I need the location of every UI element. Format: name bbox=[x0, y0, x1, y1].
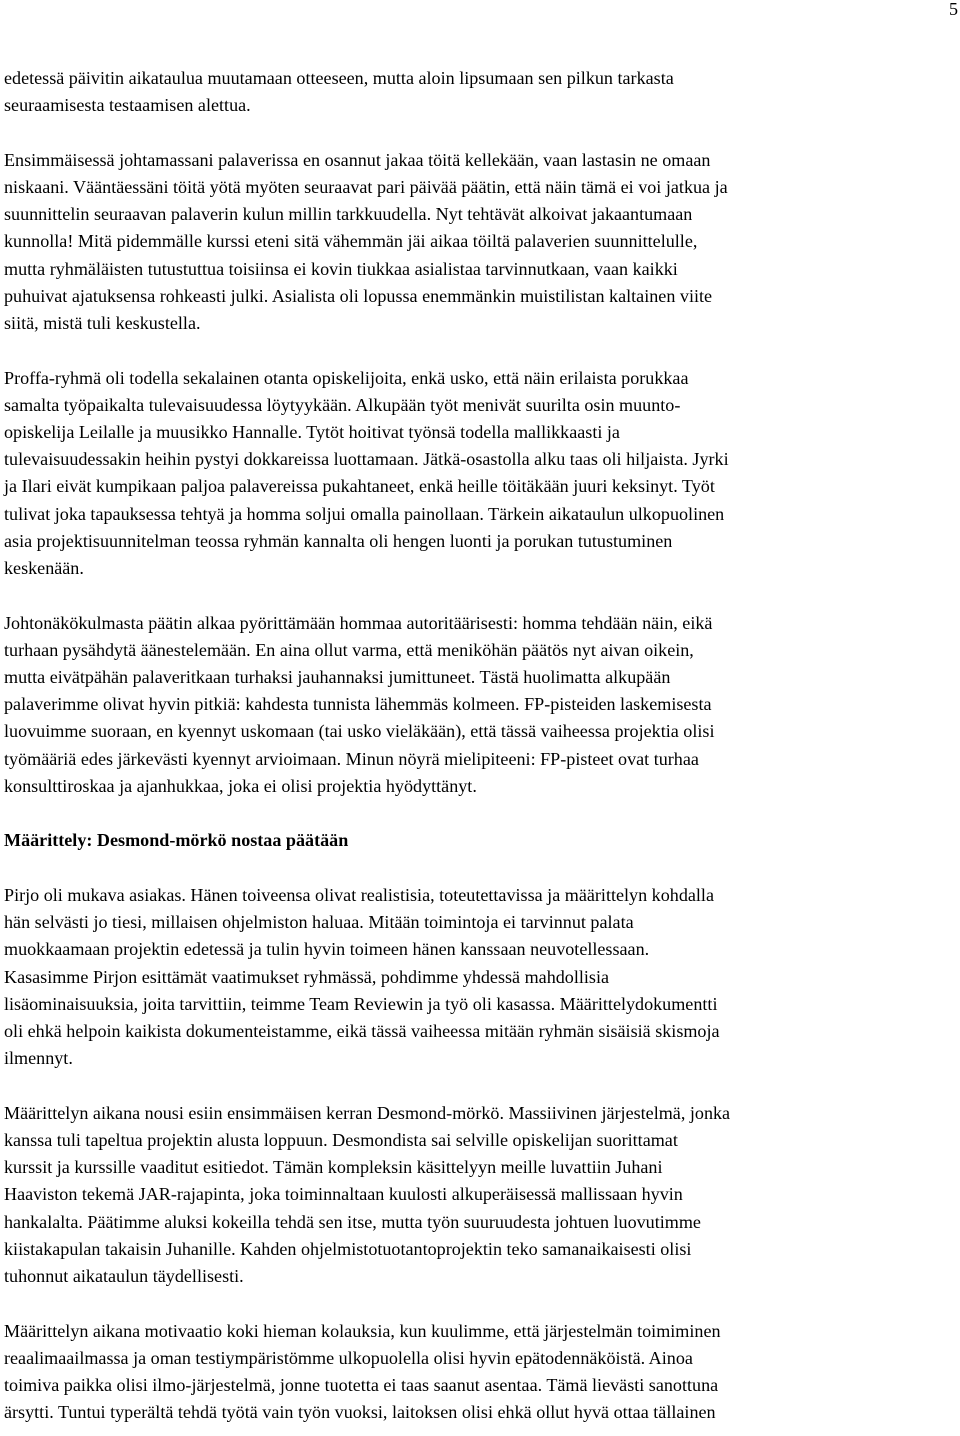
paragraph-desmond bbox=[4, 1100, 959, 1290]
text-line: ja Ilari eivät kumpikaan paljoa palavereissa pukahtaneet, enkä heille töitäkään juuri keksinyt. Työt bbox=[4, 476, 715, 497]
text-line: työmääriä edes järkevästi kyennyt arvioimaan. Minun nöyrä mielipiteeni: FP-pisteet ovat turhaa bbox=[4, 748, 699, 769]
text-line: tuhonnut aikataulun täydellisesti. bbox=[4, 1266, 244, 1287]
text-line: tulivat joka tapauksessa tehtyä ja homma soljui omalla painollaan. Tärkein aikataulun ulkopuolinen bbox=[4, 503, 725, 524]
text-line: suunnittelin seuraavan palaverin kulun millin tarkkuudella. Nyt tehtävät alkoivat jakaantumaan bbox=[4, 204, 693, 225]
text-line: palaverimme olivat hyvin pitkiä: kahdesta tunnista lähemmäs kolmeen. FP-pisteiden laskemisesta bbox=[4, 694, 712, 715]
text-line: kiistakapulan takaisin Juhanille. Kahden ohjelmistotuotantoprojektin teko samanaikaisesti olisi bbox=[4, 1238, 692, 1259]
paragraph-team bbox=[4, 365, 959, 583]
text-line: kurssit ja kurssille vaaditut esitiedot. Tämän kompleksin käsittelyyn meille luvattiin Juhani bbox=[4, 1157, 663, 1178]
page-number: 5 bbox=[949, 0, 958, 19]
text-line: niskaani. Vääntäessäni töitä yötä myöten seuraavat pari päivää päätin, että näin tämä ei voi jatkua ja bbox=[4, 177, 728, 197]
text-line: mutta eivätpähän palaveritkaan turhaksi jauhannaksi jumittuneet. Tästä huolimatta alkupään bbox=[4, 667, 671, 688]
text-line: tulevaisuudessakin heihin pystyi dokkareissa luottamaan. Jätkä-osastolla alku taas oli hiljaista. Jyrki bbox=[4, 449, 729, 470]
text-line: Pirjo oli mukava asiakas. Hänen toiveensa olivat realistisia, toteutettavissa ja määrittelyn kohdalla bbox=[4, 885, 714, 906]
text-line: asia projektisuunnitelman teossa ryhmän kannalta oli hengen luonti ja porukan tutustuminen bbox=[4, 530, 673, 551]
text-line: ilmennyt. bbox=[4, 1048, 73, 1069]
text-line: luovuimme suoraan, en kyennyt uskomaan (tai usko vieläkään), että tässä vaiheessa projektia olisi bbox=[4, 721, 715, 742]
body-text bbox=[4, 65, 959, 1426]
text-line: Ensimmäisessä johtamassani palaverissa en osannut jakaa töitä kellekään, vaan lastasin ne omaan bbox=[4, 149, 711, 170]
text-line: reaalimaailmassa ja oman testiympäristömme ulkopuolella olisi hyvin epätodennäköistä. Ainoa bbox=[4, 1347, 693, 1368]
paragraph-leadership bbox=[4, 610, 959, 800]
text-line: Johtonäkökulmasta päätin alkaa pyörittämään hommaa autoritäärisesti: homma tehdään näin, eikä bbox=[4, 612, 713, 633]
text-line: konsulttiroskaa ja ajanhukkaa, joka ei olisi projektia hyödyttänyt. bbox=[4, 775, 477, 796]
text-line: keskenään. bbox=[4, 558, 84, 579]
text-line: Kasasimme Pirjon esittämät vaatimukset ryhmässä, pohdimme yhdessä mahdollisia bbox=[4, 966, 610, 987]
text-line: toimiva paikka olisi ilmo-järjestelmä, jonne tuotetta ei taas saanut asentaa. Tämä lievästi sanottuna bbox=[4, 1375, 719, 1396]
text-line: Proffa-ryhmä oli todella sekalainen otanta opiskelijoita, enkä usko, että näin erilaista porukkaa bbox=[4, 367, 689, 388]
text-line: samalta työpaikalta tulevaisuudessa löytyykään. Alkupään työt menivät suurilta osin muunto- bbox=[4, 394, 681, 415]
text-line: hankalalta. Päätimme aluksi kokeilla tehdä sen itse, mutta työn suuruudesta johtuen luovutimme bbox=[4, 1211, 701, 1232]
paragraph-first-meeting bbox=[4, 147, 959, 337]
text-line: muokkaamaan projektin edetessä ja tulin hyvin toimeen hänen kanssaan neuvotellessaan. bbox=[4, 939, 650, 960]
section-heading: Määrittely: Desmond-mörkö nostaa päätään bbox=[4, 830, 349, 851]
text-line: kunnolla! Mitä pidemmälle kurssi eteni sitä vähemmän jäi aikaa töiltä palaverien suunnittelulle, bbox=[4, 231, 698, 252]
text-line: edetessä päivitin aikataulua muutamaan otteeseen, mutta aloin lipsumaan sen pilkun tarkasta bbox=[4, 68, 674, 88]
text-line: oli ehkä helpoin kaikista dokumenteistamme, eikä tässä vaiheessa mitään ryhmän sisäisiä skismoja bbox=[4, 1021, 720, 1042]
text-line: Haaviston tekemä JAR-rajapinta, joka toiminnaltaan kuulosti alkuperäisessä mallissaan hyvin bbox=[4, 1184, 683, 1205]
paragraph-schedule bbox=[4, 65, 959, 119]
text-line: ärsytti. Tuntui typerältä tehdä työtä vain työn vuoksi, laitoksen olisi ehkä ollut hyvä ottaa tällainen bbox=[4, 1402, 716, 1423]
paragraph-customer bbox=[4, 882, 959, 1072]
text-line: kanssa tuli tapeltua projektin alusta loppuun. Desmondista sai selville opiskelijan suorittamat bbox=[4, 1130, 678, 1151]
text-line: hän selvästi jo tiesi, millaisen ohjelmiston haluaa. Mitään toimintoja ei tarvinnut palata bbox=[4, 912, 634, 933]
text-line: siitä, mistä tuli keskustella. bbox=[4, 313, 201, 334]
text-line: seuraamisesta testaamisen alettua. bbox=[4, 95, 251, 116]
text-line: mutta ryhmäläisten tutustuttua toisiinsa ei kovin tiukkaa asialistaa tarvinnutkaan, vaan kaikki bbox=[4, 258, 678, 279]
text-line: turhaan pysähdytä äänestelemään. En aina ollut varma, että meniköhän päätös nyt aivan oikein, bbox=[4, 639, 694, 660]
text-line: puhuivat ajatuksensa rohkeasti julki. Asialista oli lopussa enemmänkin muistilistan kaltainen viite bbox=[4, 285, 713, 306]
paragraph-motivation bbox=[4, 1318, 959, 1427]
text-line: Määrittelyn aikana nousi esiin ensimmäisen kerran Desmond-mörkö. Massiivinen järjestelmä, jonka bbox=[4, 1102, 731, 1123]
text-line: lisäominaisuuksia, joita tarvittiin, teimme Team Reviewin ja työ oli kasassa. Määrittelydokumentti bbox=[4, 993, 718, 1014]
text-line: Määrittelyn aikana motivaatio koki hieman kolauksia, kun kuulimme, että järjestelmän toimiminen bbox=[4, 1320, 721, 1341]
text-line: opiskelija Leilalle ja muusikko Hannalle. Tytöt hoitivat työnsä todella mallikkaasti ja bbox=[4, 422, 620, 443]
